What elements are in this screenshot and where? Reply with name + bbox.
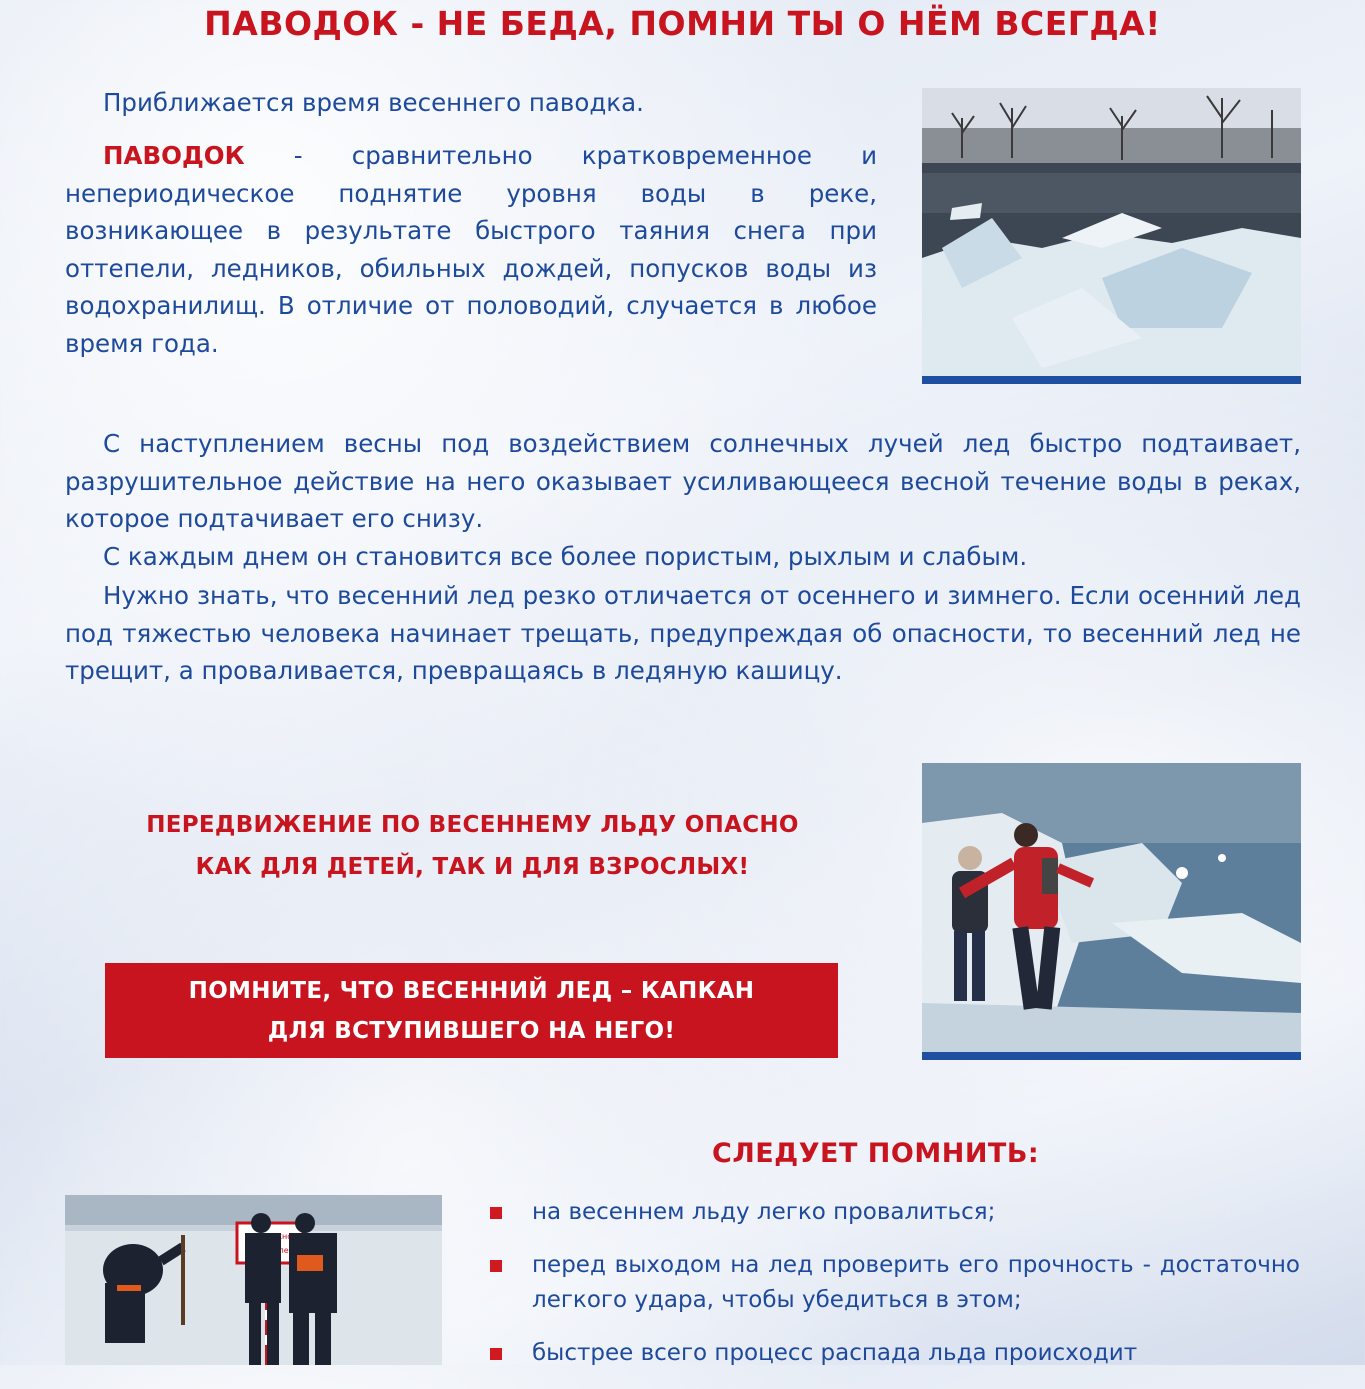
list-item-text: быстрее всего процесс распада льда происходит <box>532 1340 1138 1366</box>
photo-people-on-ice <box>922 763 1301 1060</box>
bullet-icon <box>490 1207 502 1219</box>
redbox-line-2: ДЛЯ ВСТУПИВШЕГО НА НЕГО! <box>267 1017 676 1044</box>
rescuers-illustration <box>65 1195 442 1365</box>
redbox-line-1: ПОМНИТЕ, ЧТО ВЕСЕННИЙ ЛЕД – КАПКАН <box>188 977 755 1004</box>
remember-heading: СЛЕДУЕТ ПОМНИТЬ: <box>712 1138 1040 1169</box>
intro-line: Приближается время весеннего паводка. <box>103 88 644 117</box>
list-item <box>490 1248 1300 1318</box>
flood-definition <box>65 137 877 362</box>
body-paragraph-3: Нужно знать, что весенний лед резко отличается от осеннего и зимнего. Если осенний лед под тяжестью человека начинает трещать, предупреждая об опасности, то весенний лед не трещит, а проваливается, превращаясь в ледяную кашицу. <box>65 581 1301 685</box>
people-on-ice-illustration <box>922 763 1301 1052</box>
list-item-text: перед выходом на лед проверить его прочность - достаточно легкого удара, чтобы убедиться в этом; <box>532 1252 1300 1313</box>
river-ice-illustration <box>922 88 1301 376</box>
redbox-warning <box>105 963 838 1058</box>
flood-term: ПАВОДОК <box>103 141 245 170</box>
flood-definition-text: - сравнительно кратковременное и непериодическое поднятие уровня воды в реке, возникающее в результате быстрого таяния снега при оттепели, ледников, обильных дождей, попусков воды из водохранилищ. В отличие от половодий, случается в любое время года. <box>65 141 877 358</box>
list-item-text: на весеннем льду легко провалиться; <box>532 1199 996 1225</box>
warning-line-2: КАК ДЛЯ ДЕТЕЙ, ТАК И ДЛЯ ВЗРОСЛЫХ! <box>195 854 750 880</box>
remember-list <box>490 1195 1300 1389</box>
warning-line-1: ПЕРЕДВИЖЕНИЕ ПО ВЕСЕННЕМУ ЛЬДУ ОПАСНО <box>146 812 799 838</box>
list-item <box>490 1195 1300 1230</box>
sign-text-2: лед <box>278 1246 295 1255</box>
body-paragraph-1: С наступлением весны под воздействием солнечных лучей лед быстро подтаивает, разрушительное действие на него оказывает усиливающееся весной течение воды в реках, которое подтачивает его снизу. <box>65 429 1301 533</box>
photo-rescuers <box>65 1195 442 1365</box>
warning-text <box>60 804 885 888</box>
list-item <box>490 1336 1300 1371</box>
poster-title: ПАВОДОК - НЕ БЕДА, ПОМНИ ТЫ О НЁМ ВСЕГДА! <box>204 4 1161 43</box>
bullet-icon <box>490 1260 502 1272</box>
photo-river-ice <box>922 88 1301 384</box>
body-paragraph-2: С каждым днем он становится все более пористым, рыхлым и слабым. <box>103 542 1028 571</box>
bullet-icon <box>490 1348 502 1360</box>
